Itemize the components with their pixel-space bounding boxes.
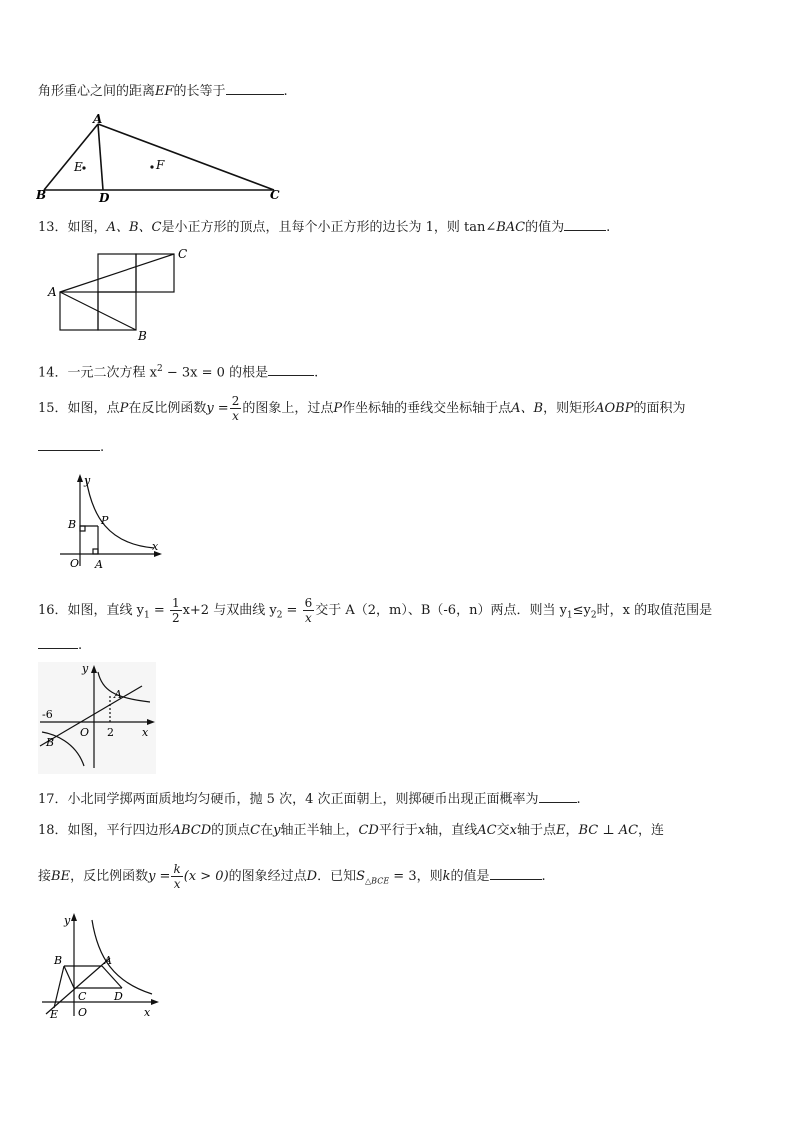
label-a: A (104, 954, 112, 967)
grid-figure (44, 246, 204, 342)
label-c: C (78, 990, 87, 1003)
line-hyperbola-figure (38, 662, 156, 774)
label-d: D (114, 990, 123, 1003)
label-b: B (68, 518, 77, 531)
label-o: O (70, 557, 80, 570)
q16-text: 16．如图，直线 $y_1$ = $\frac{1}{2}$ x+2 与双曲线 $y_2$ = $\frac{6}{x}$ 交于 A（2，m）、B（-6，n）两点．则当 $y_1\le y_2$时，x 的取值范围是 (38, 596, 713, 625)
y-axis-arrow (77, 474, 83, 482)
label-minus-6: -6 (42, 708, 53, 721)
fraction: $\frac{2}{x}$ (231, 394, 240, 423)
q13-text: 13．如图，A、B、C是小正方形的顶点，且每个小正方形的边长为 1，则 tan∠BAC的值为 . (38, 220, 611, 235)
label-a: A (95, 558, 103, 570)
segment-ad (98, 124, 103, 190)
answer-blank (490, 867, 542, 880)
point-e (82, 166, 85, 169)
x-axis-arrow (151, 999, 159, 1005)
label-b: B (138, 329, 147, 342)
label-b: B (54, 954, 63, 967)
label-d: D (99, 191, 110, 204)
label-f: F (156, 158, 165, 172)
label-e: E (74, 160, 83, 174)
fraction-kx: $\frac{k}{x}$ (173, 862, 181, 891)
label-x: x (152, 540, 159, 553)
fraction-6x: $\frac{6}{x}$ (304, 596, 313, 625)
label-o: O (78, 1006, 88, 1019)
q12-text: 角形重心之间的距离EF的长等于 . (38, 84, 288, 99)
answer-blank (539, 790, 577, 803)
label-y: y (64, 914, 71, 927)
square-1 (60, 292, 98, 330)
label-e: E (50, 1008, 59, 1021)
answer-blank (268, 363, 314, 376)
segment-ac (98, 124, 274, 190)
segment-bc (64, 966, 74, 988)
label-a: A (48, 285, 57, 299)
hyperbola-curve (86, 478, 154, 548)
square-4 (136, 254, 174, 292)
q14-text: 14．一元二次方程 $x^2 - 3x = 0$ 的根是 . (38, 364, 319, 381)
segment-ab (44, 124, 98, 190)
label-o: O (80, 726, 90, 739)
label-a: A (114, 688, 122, 701)
answer-blank (38, 438, 100, 451)
answer-blank (226, 82, 284, 95)
q15-blank-line: . (38, 438, 104, 457)
label-a: A (93, 112, 103, 126)
label-c: C (270, 188, 280, 202)
q18-text-line2: 接BE，反比例函数y = $\frac{k}{x}$ (x > 0)的图象经过点D．已知$S_{\triangle BCE} = 3$，则k的值是 . (38, 862, 546, 891)
label-x: x (144, 1006, 151, 1019)
segment-ac (60, 254, 174, 292)
label-b: B (46, 736, 55, 749)
label-2: 2 (107, 726, 114, 739)
label-p: P (101, 514, 109, 527)
hyperbola-curve (92, 920, 152, 994)
label-y: y (84, 474, 91, 487)
point-f (150, 165, 153, 168)
parallelogram-figure (40, 912, 162, 1022)
answer-blank (564, 218, 606, 231)
fraction-half: $\frac{1}{2}$ (171, 596, 180, 625)
y-axis-arrow (71, 913, 77, 921)
square-2 (98, 292, 136, 330)
q15-text: 15．如图，点P在反比例函数y = $\frac{2}{x}$ 的图象上，过点P作坐标轴的垂线交坐标轴于点A、B，则矩形AOBP的面积为 (38, 394, 686, 423)
label-c: C (178, 247, 188, 261)
label-y: y (82, 662, 89, 675)
q16-blank-line: . (38, 636, 82, 655)
label-b: B (36, 188, 47, 202)
label-x: x (142, 726, 149, 739)
hyperbola-figure (56, 472, 168, 570)
figure-background (38, 662, 156, 774)
q18-text-line1: 18．如图，平行四边形ABCD的顶点C在y轴正半轴上，CD平行于x轴，直线AC交x轴于点E，BC ⊥ AC，连 (38, 823, 665, 838)
triangle-figure (36, 112, 286, 204)
right-angle-mark-a (93, 549, 98, 554)
right-angle-mark-b (80, 526, 85, 531)
answer-blank (38, 636, 78, 649)
q17-text: 17．小北同学掷两面质地均匀硬币，抛 5 次，4 次正面朝上，则掷硬币出现正面概率为 . (38, 792, 581, 807)
